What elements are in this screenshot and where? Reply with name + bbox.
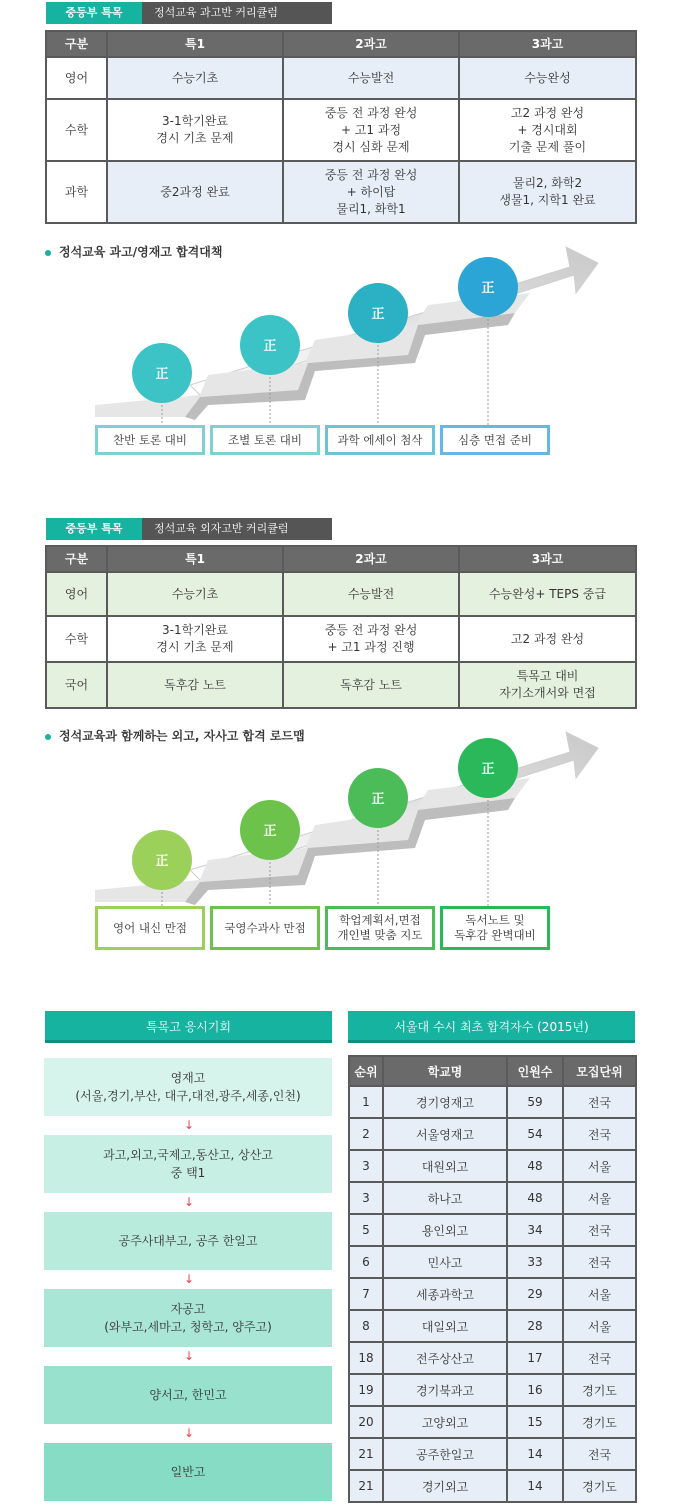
table-cell: 전국 (563, 1342, 636, 1374)
table-cell: 서울영재고 (383, 1118, 507, 1150)
section2-step-box-2: 국영수과사 만점 (210, 906, 320, 950)
table-cell: 민사고 (383, 1246, 507, 1278)
row-label: 과학 (46, 161, 107, 223)
table-cell: 34 (507, 1214, 563, 1246)
table-cell: 2 (349, 1118, 383, 1150)
table-row (349, 1214, 636, 1246)
row-label: 영어 (46, 572, 107, 616)
table-row (349, 1086, 636, 1118)
bullet-dot-icon (45, 734, 51, 740)
section2-step-box-1: 영어 내신 만점 (95, 906, 205, 950)
table-cell: 전주상산고 (383, 1342, 507, 1374)
table-row (349, 1438, 636, 1470)
step-text: 학업계획서,면접 개인별 맞춤 지도 (337, 913, 423, 942)
step-text: 영재고 (서울,경기,부산, 대구,대전,광주,세종,인천) (75, 1071, 301, 1103)
table-cell: 21 (349, 1438, 383, 1470)
section1-tag-title: 정석교육 과고반 커리큘럼 (142, 2, 332, 24)
table-cell: 전국 (563, 1438, 636, 1470)
ranking-title: 서울대 수시 최초 합격자수 (2015년) (348, 1011, 635, 1043)
table-row (349, 1118, 636, 1150)
row-label: 국어 (46, 662, 107, 708)
table-row (349, 1246, 636, 1278)
table-cell: 3 (349, 1182, 383, 1214)
table-header: 구분 (46, 546, 107, 572)
table-cell: 18 (349, 1342, 383, 1374)
table-cell: 20 (349, 1406, 383, 1438)
table-row (349, 1470, 636, 1502)
table-cell: 경기북과고 (383, 1374, 507, 1406)
section1-step-box-1: 찬반 토론 대비 (95, 425, 205, 455)
table-cell: 경기외고 (383, 1470, 507, 1502)
table-cell: 3-1학기완료 경시 기초 문제 (107, 99, 283, 161)
table-cell: 17 (507, 1342, 563, 1374)
section1-tag (46, 2, 332, 24)
svg-text:正: 正 (481, 762, 495, 777)
ranking-table (348, 1055, 637, 1503)
section2-tag (46, 518, 332, 540)
step-circle-3 (348, 768, 408, 828)
svg-text:正: 正 (263, 824, 277, 839)
step-circle-4 (458, 738, 518, 798)
svg-text:正: 正 (155, 854, 169, 869)
table-cell: 중등 전 과정 완성 + 고1 과정 진행 (283, 616, 459, 662)
step-circle-3 (348, 283, 408, 343)
section1-step-box-4: 심층 면접 준비 (440, 425, 550, 455)
table-cell: 1 (349, 1086, 383, 1118)
section1-curriculum-table (45, 30, 637, 224)
step-text: 양서고, 한민고 (149, 1388, 227, 1402)
opportunity-step-5 (44, 1366, 332, 1424)
table-cell: 중등 전 과정 완성 + 하이탑 물리1, 화학1 (283, 161, 459, 223)
table-cell: 고2 과정 완성 + 경시대회 기출 문제 풀이 (459, 99, 636, 161)
row-label: 수학 (46, 99, 107, 161)
down-arrow-icon: ↓ (184, 1118, 195, 1132)
table-cell: 중등 전 과정 완성 + 고1 과정 경시 심화 문제 (283, 99, 459, 161)
table-cell: 전국 (563, 1086, 636, 1118)
table-header: 인원수 (507, 1056, 563, 1086)
opportunity-step-1 (44, 1058, 332, 1116)
table-row (349, 1278, 636, 1310)
table-cell: 7 (349, 1278, 383, 1310)
table-cell: 3 (349, 1150, 383, 1182)
table-row (349, 1406, 636, 1438)
opportunity-step-3 (44, 1212, 332, 1270)
table-row (349, 1150, 636, 1182)
table-cell: 중2과정 완료 (107, 161, 283, 223)
down-arrow-icon: ↓ (184, 1272, 195, 1286)
table-header: 3과고 (459, 31, 636, 57)
table-header: 순위 (349, 1056, 383, 1086)
section2-step-box-4 (440, 906, 550, 950)
table-cell: 54 (507, 1118, 563, 1150)
opportunities-title: 특목고 응시기회 (45, 1011, 332, 1043)
down-arrow-icon: ↓ (184, 1349, 195, 1363)
step-circle-2 (240, 315, 300, 375)
ranking-table-body (349, 1086, 636, 1502)
table-cell: 수능발전 (283, 57, 459, 99)
table-cell: 33 (507, 1246, 563, 1278)
table-cell: 하나고 (383, 1182, 507, 1214)
svg-text:正: 正 (263, 339, 277, 354)
section2-tag-category: 중등부 특목 (46, 518, 142, 540)
table-cell: 특목고 대비 자기소개서와 면접 (459, 662, 636, 708)
table-cell: 경기도 (563, 1406, 636, 1438)
table-cell: 서울 (563, 1278, 636, 1310)
table-header: 2과고 (283, 31, 459, 57)
table-cell: 서울 (563, 1182, 636, 1214)
table-cell: 14 (507, 1470, 563, 1502)
table-cell: 용인외고 (383, 1214, 507, 1246)
table-row (349, 1374, 636, 1406)
table-cell: 16 (507, 1374, 563, 1406)
step-circle-2 (240, 800, 300, 860)
down-arrow-icon: ↓ (184, 1426, 195, 1440)
table-header: 3과고 (459, 546, 636, 572)
step-text: 일반고 (170, 1465, 206, 1479)
step-circle-4 (458, 257, 518, 317)
step-text: 공주사대부고, 공주 한일고 (118, 1234, 258, 1248)
table-cell: 수능발전 (283, 572, 459, 616)
table-cell: 전국 (563, 1214, 636, 1246)
svg-text:正: 正 (155, 367, 169, 382)
table-cell: 대원외고 (383, 1150, 507, 1182)
table-cell: 수능완성+ TEPS 중급 (459, 572, 636, 616)
svg-text:正: 正 (371, 792, 385, 807)
table-cell: 독후감 노트 (107, 662, 283, 708)
table-cell: 29 (507, 1278, 563, 1310)
table-cell: 28 (507, 1310, 563, 1342)
table-cell: 경기도 (563, 1470, 636, 1502)
table-cell: 전국 (563, 1118, 636, 1150)
table-cell: 고2 과정 완성 (459, 616, 636, 662)
table-cell: 수능완성 (459, 57, 636, 99)
down-arrow-icon: ↓ (184, 1195, 195, 1209)
table-cell: 14 (507, 1438, 563, 1470)
table-cell: 세종과학고 (383, 1278, 507, 1310)
table-cell: 물리2, 화학2 생물1, 지학1 완료 (459, 161, 636, 223)
table-cell: 21 (349, 1470, 383, 1502)
step-text: 독서노트 및 독후감 완벽대비 (454, 913, 536, 942)
bullet-dot-icon (45, 250, 51, 256)
table-row (349, 1310, 636, 1342)
section2-step-box-3 (325, 906, 435, 950)
table-cell: 고양외고 (383, 1406, 507, 1438)
section1-stairs-graphic (90, 245, 610, 430)
table-cell: 수능기초 (107, 57, 283, 99)
svg-text:正: 正 (371, 307, 385, 322)
step-circle-1 (132, 343, 192, 403)
section2-curriculum-table (45, 545, 637, 709)
section2-stairs-graphic (90, 730, 610, 910)
step-circle-1 (132, 830, 192, 890)
section1-step-box-2: 조별 토론 대비 (210, 425, 320, 455)
row-label: 영어 (46, 57, 107, 99)
step-text: 과고,외고,국제고,동산고, 상산고 중 택1 (103, 1148, 273, 1180)
table-header: 특1 (107, 546, 283, 572)
table-header: 학교명 (383, 1056, 507, 1086)
step-text: 자공고 (와부고,세마고, 청학고, 양주고) (104, 1302, 272, 1334)
table-cell: 전국 (563, 1246, 636, 1278)
table-cell: 3-1학기완료 경시 기초 문제 (107, 616, 283, 662)
table-cell: 공주한일고 (383, 1438, 507, 1470)
svg-text:正: 正 (481, 281, 495, 296)
table-cell: 6 (349, 1246, 383, 1278)
section1-bullet-text: 정석교육 과고/영재고 합격대책 (59, 245, 223, 259)
table-row (349, 1342, 636, 1374)
table-cell: 48 (507, 1182, 563, 1214)
table-cell: 59 (507, 1086, 563, 1118)
section2-tag-title: 정석교육 외자고반 커리큘럼 (142, 518, 332, 540)
section1-step-box-3: 과학 에세이 첨삭 (325, 425, 435, 455)
row-label: 수학 (46, 616, 107, 662)
table-cell: 48 (507, 1150, 563, 1182)
table-cell: 대일외고 (383, 1310, 507, 1342)
table-cell: 서울 (563, 1310, 636, 1342)
table-cell: 19 (349, 1374, 383, 1406)
table-header: 특1 (107, 31, 283, 57)
table-header: 모집단위 (563, 1056, 636, 1086)
section1-tag-category: 중등부 특목 (46, 2, 142, 24)
table-cell: 15 (507, 1406, 563, 1438)
table-cell: 경기도 (563, 1374, 636, 1406)
table-header: 2과고 (283, 546, 459, 572)
opportunity-step-2 (44, 1135, 332, 1193)
table-cell: 서울 (563, 1150, 636, 1182)
table-cell: 경기영재고 (383, 1086, 507, 1118)
table-cell: 5 (349, 1214, 383, 1246)
opportunity-step-4 (44, 1289, 332, 1347)
table-row (349, 1182, 636, 1214)
table-header: 구분 (46, 31, 107, 57)
table-cell: 8 (349, 1310, 383, 1342)
opportunity-step-6 (44, 1443, 332, 1501)
table-cell: 수능기초 (107, 572, 283, 616)
section2-bullet-text: 정석교육과 함께하는 외고, 자사고 합격 로드맵 (59, 729, 305, 743)
table-cell: 독후감 노트 (283, 662, 459, 708)
